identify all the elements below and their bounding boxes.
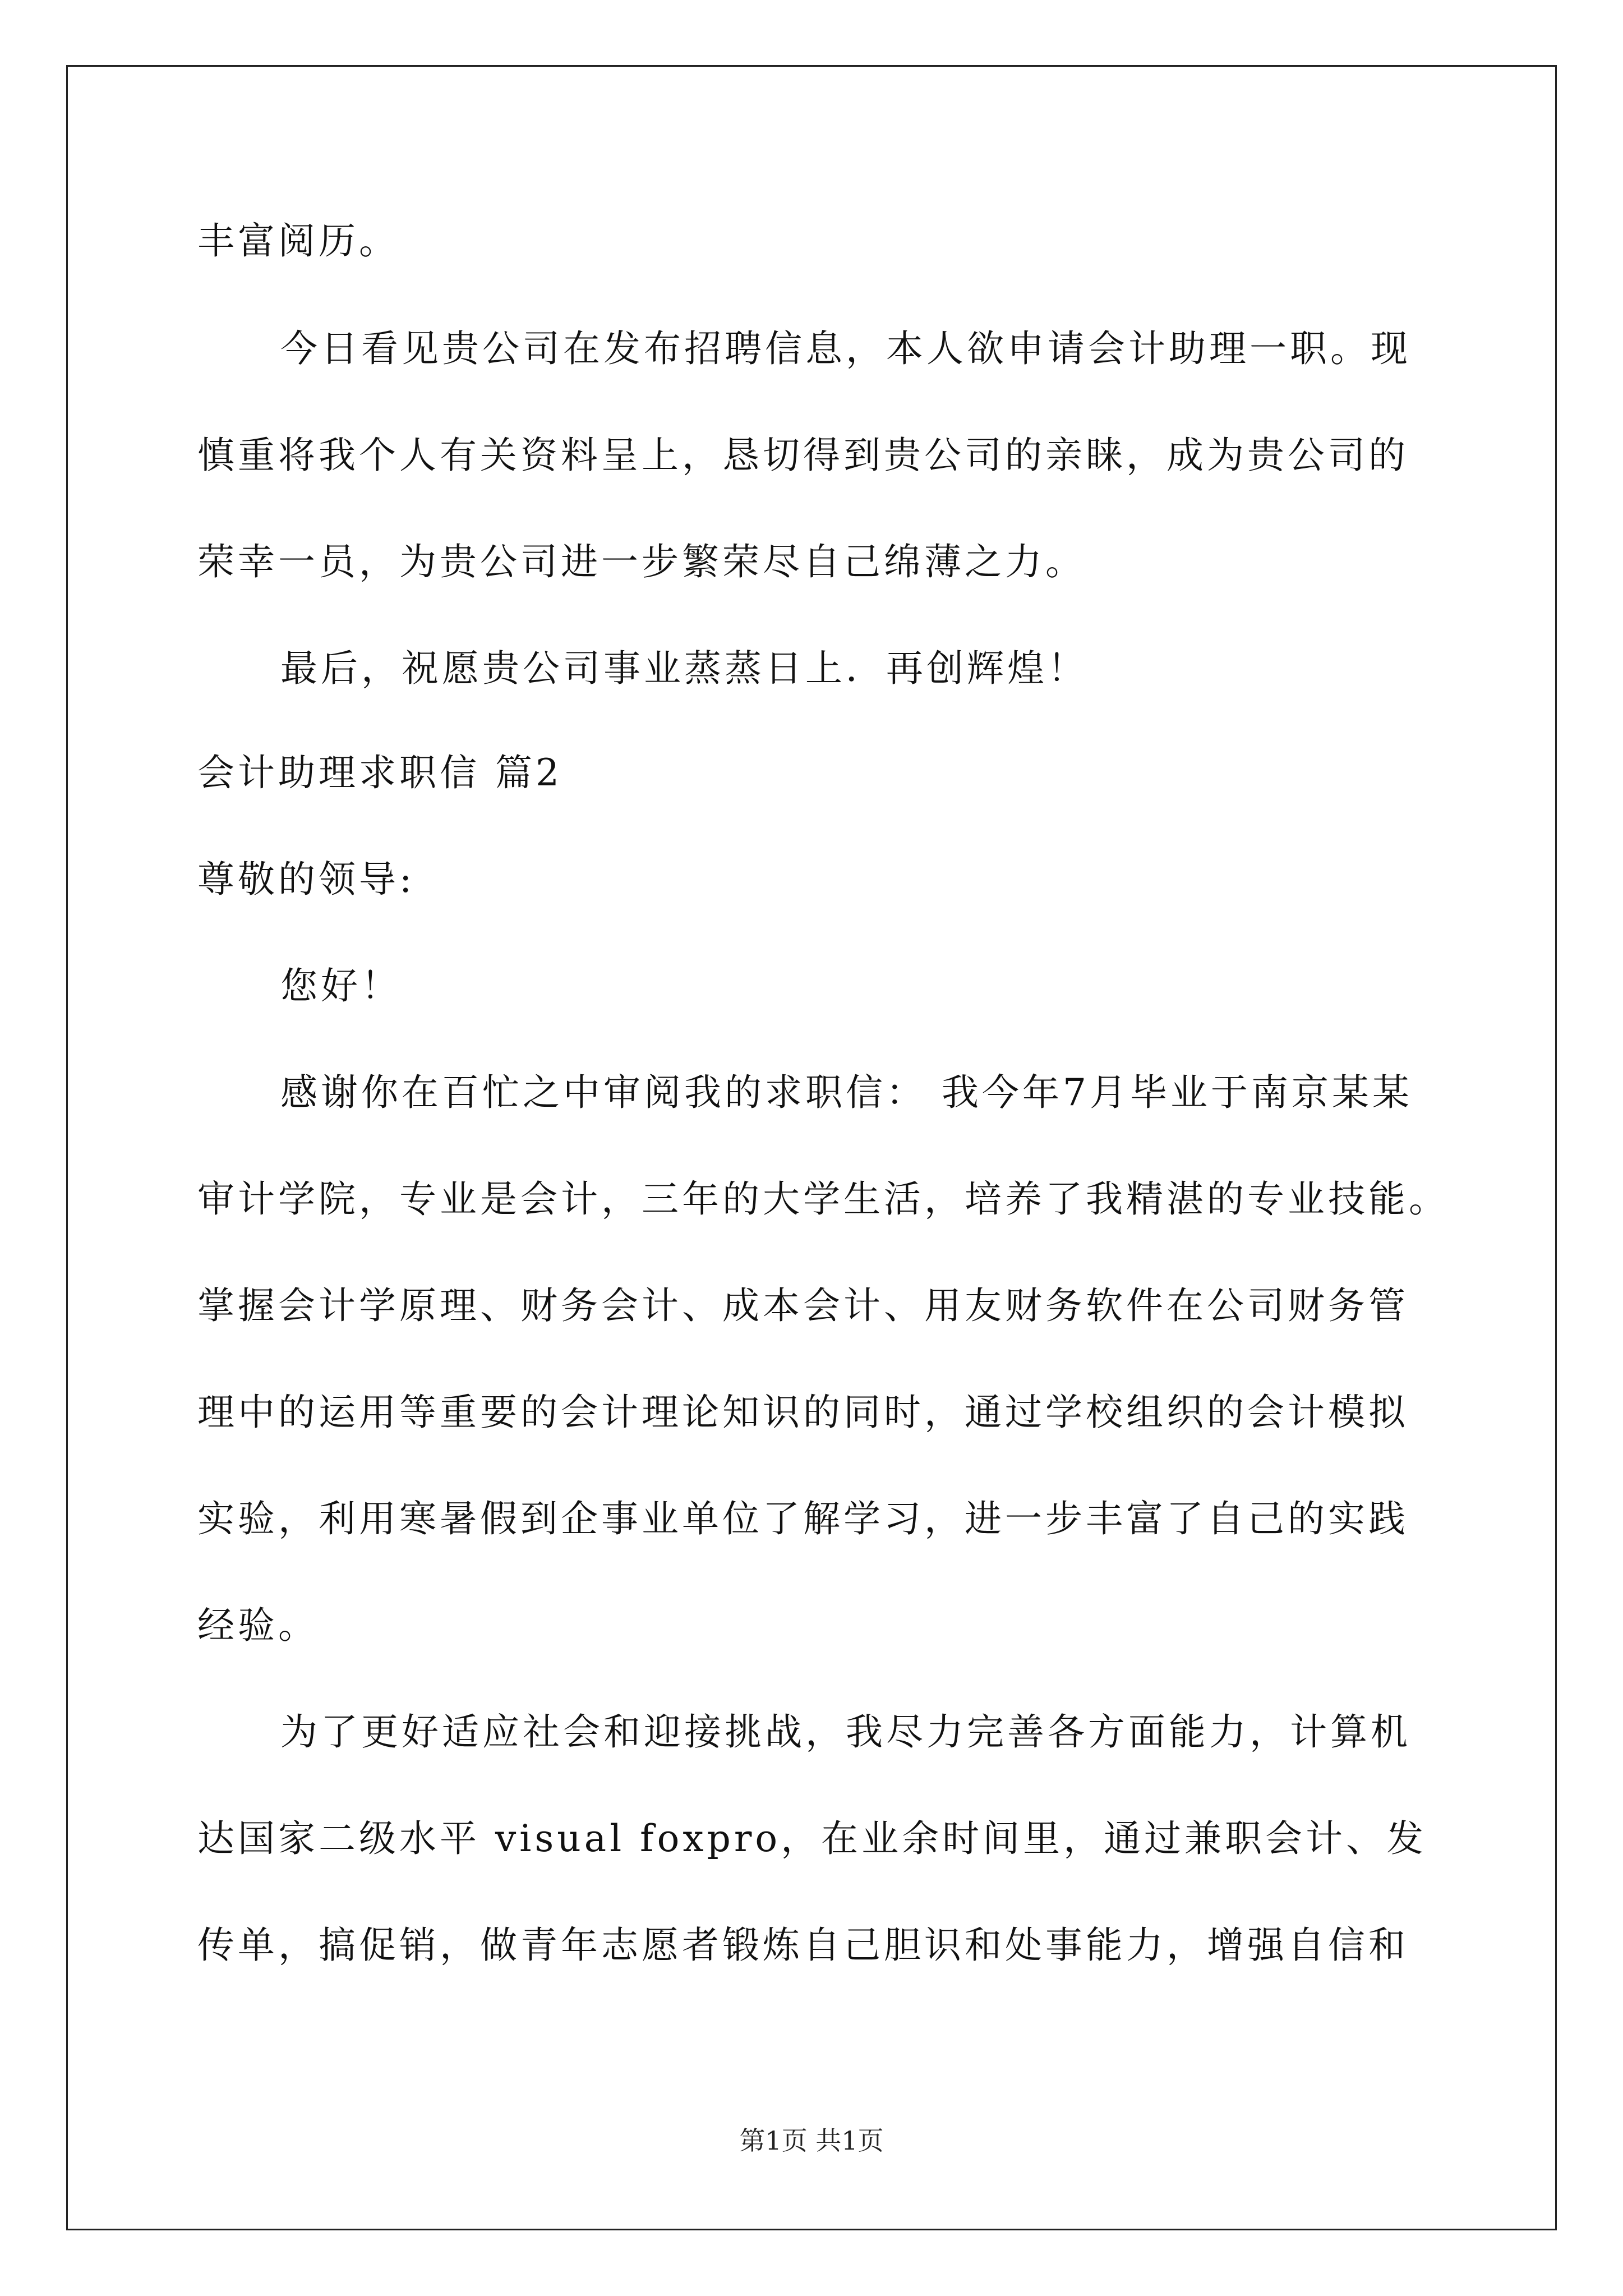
text-line: 传单，搞促销，做青年志愿者锻炼自己胆识和处事能力，增强自信和 — [197, 1924, 1409, 1967]
text-line: 荣幸一员，为贵公司进一步繁荣尽自己绵薄之力。 — [197, 540, 1086, 583]
text-line: 实验，利用寒暑假到企事业单位了解学习，进一步丰富了自己的实践 — [197, 1497, 1409, 1540]
text-line: 慎重将我个人有关资料呈上，恳切得到贵公司的亲睐，成为贵公司的 — [197, 434, 1409, 477]
salutation: 尊敬的领导: — [197, 858, 416, 901]
text-line: 丰富阅历。 — [197, 219, 399, 263]
text-line: 感谢你在百忙之中审阅我的求职信： 我今年7月毕业于南京某某 — [280, 1071, 1413, 1114]
text-line: 审计学院，专业是会计，三年的大学生活，培养了我精湛的专业技能。 — [197, 1177, 1449, 1221]
text-line: 今日看见贵公司在发布招聘信息，本人欲申请会计助理一职。现 — [280, 327, 1411, 370]
page-border — [66, 65, 1557, 2230]
text-line: 达国家二级水平 visual foxpro，在业余时间里，通过兼职会计、发 — [197, 1817, 1427, 1860]
greeting: 您好！ — [280, 964, 402, 1007]
text-line: 经验。 — [197, 1604, 319, 1647]
page-footer: 第1页 共1页 — [739, 2125, 884, 2156]
text-line: 最后，祝愿贵公司事业蒸蒸日上．再创辉煌！ — [280, 647, 1088, 690]
text-line: 掌握会计学原理、财务会计、成本会计、用友财务软件在公司财务管 — [197, 1284, 1409, 1327]
section-heading: 会计助理求职信 篇2 — [197, 751, 562, 794]
text-line: 为了更好适应社会和迎接挑战，我尽力完善各方面能力，计算机 — [280, 1710, 1411, 1754]
text-line: 理中的运用等重要的会计理论知识的同时，通过学校组织的会计模拟 — [197, 1391, 1409, 1434]
